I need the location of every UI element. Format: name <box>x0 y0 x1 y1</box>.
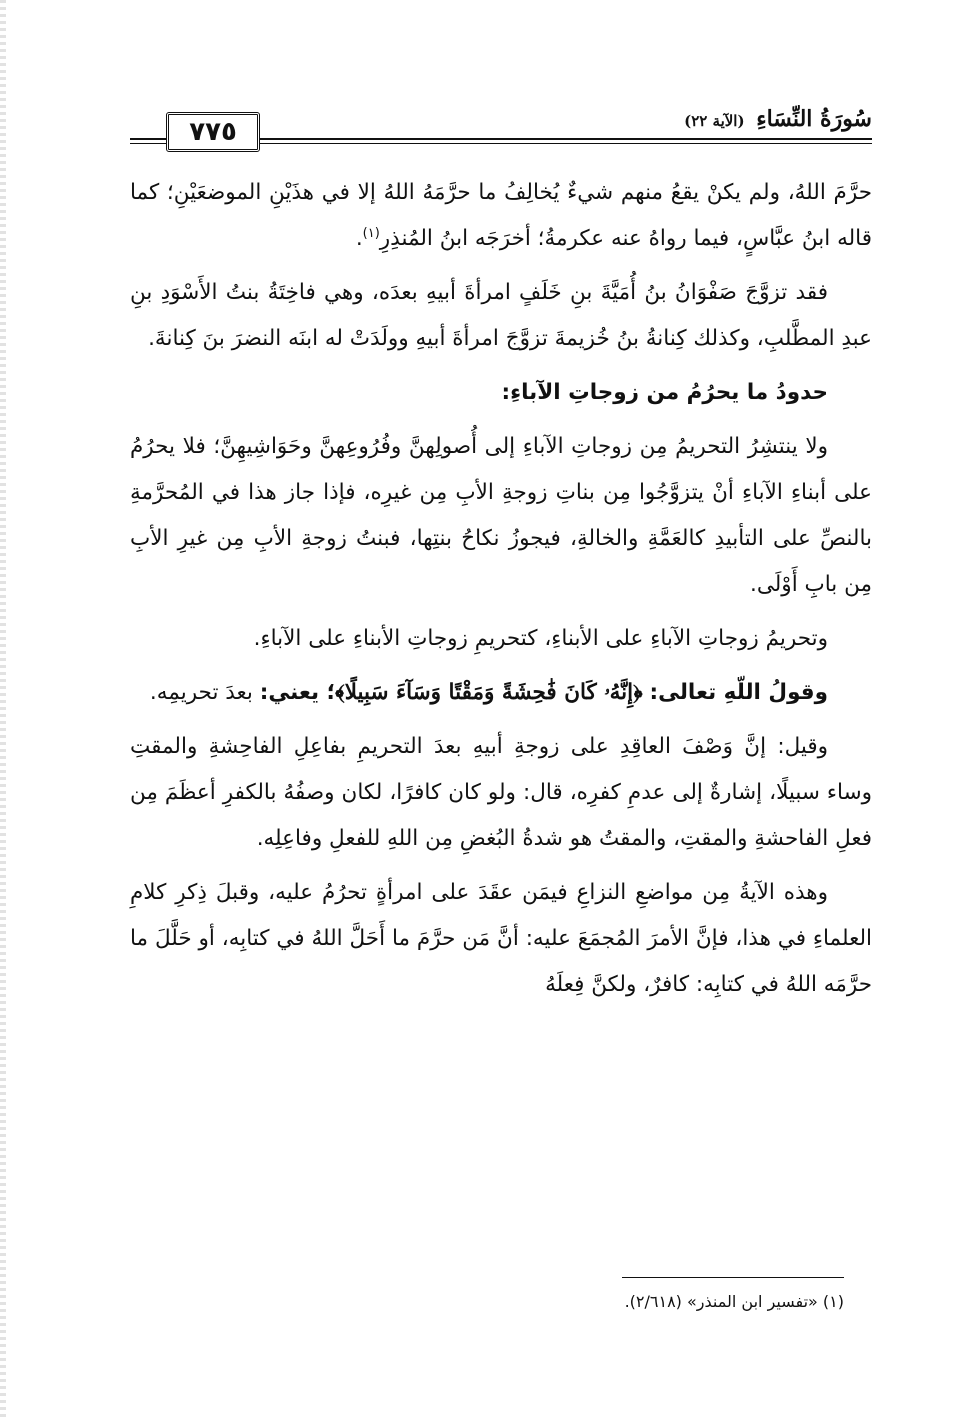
page-header <box>130 104 872 150</box>
verse-lead: وقولُ اللّهِ تعالى: <box>649 680 828 705</box>
section-heading: حدودُ ما يحرُمُ من زوجاتِ الآباءِ: <box>501 380 828 405</box>
page-number-box <box>166 112 260 152</box>
paragraph-2: فقد تزوَّجَ صَفْوَانُ بنُ أُمَيَّةَ بنِ خَلَفٍ امرأةَ أبيهِ بعدَه، وهي فاخِتَةُ بنتُ الأَسْوَدِ بنِ عبدِ المطَّلبِ، وكذلك كِنانةُ بنُ خُزيمةَ تزوَّجَ امرأةَ أبيهِ وولَدَتْ له ابنَه النضرَ بنَ كِنانةَ. <box>130 280 872 351</box>
paragraph-6: وقيل: إنَّ وَصْفَ العاقِدِ على زوجةِ أبيهِ بعدَ التحريمِ بفاعِلِ الفاحِشةِ والمقتِ وساء سبيلًا، إشارةٌ إلى عدمِ كفرِه، قال: ولو كان كافرًا، لكان وصفُهُ بالكفرِ أعظَمَ مِن فعلِ الفاحشةِ والمقتِ، والمقتُ هو شدةُ البُغضِ مِن اللهِ للفعلِ وفاعِلِه. <box>130 734 872 851</box>
footnote-marker: (١) <box>362 225 380 241</box>
surah-title: سُورَةُ النِّسَاءِ <box>756 106 872 132</box>
footnote-separator <box>622 1277 844 1278</box>
paragraph-7: وهذه الآيةُ مِن مواضعِ النزاعِ فيمَن عقَدَ على امرأةٍ تحرُمُ عليه، وقبلَ ذِكرِ كلامِ العلماءِ في هذا، فإنَّ الأمرَ المُجمَعَ عليه: أنَّ مَن حرَّمَ ما أَحَلَّ اللهُ في كتابِه، أو حَلَّلَ ما حرَّمَه اللهُ في كتابِه: كافرٌ، ولكنَّ فِعلَهُ <box>130 880 872 997</box>
running-title <box>684 106 872 132</box>
paragraph-1-end: . <box>355 226 363 251</box>
main-text <box>130 170 872 1016</box>
paragraph-5-rest: بعدَ تحريمِه. <box>149 680 253 705</box>
verse-reference: (الآية ٢٢) <box>684 112 745 130</box>
paragraph-1 <box>130 170 872 262</box>
quran-verse: ﴿إِنَّهُۥ كَانَ فَٰحِشَةً وَمَقْتًا وَسَآءَ سَبِيلًا﴾ <box>335 680 643 705</box>
paragraph-4: وتحريمُ زوجاتِ الآباءِ على الأبناءِ، كتحريمِ زوجاتِ الأبناءِ على الآباءِ. <box>253 626 828 651</box>
paragraph-5 <box>130 670 872 716</box>
footnote: (١) «تفسير ابن المنذر» (٢/٦١٨). <box>624 1292 844 1311</box>
paragraph-3: ولا ينتشِرُ التحريمُ مِن زوجاتِ الآباءِ إلى أُصولِهنَّ وفُرُوعِهنَّ وحَوَاشِيهِنَّ؛ فلا يحرُمُ على أبناءِ الآباءِ أنْ يتزوَّجُوا مِن بناتِ زوجةِ الأبِ مِن غيرِه، فإذا جاز هذا في المُحرَّمةِ بالنصِّ على التأبيدِ كالعَمَّةِ والخالةِ، فيجوزُ نكاحُ بنتِها، فبنتُ زوجةِ الأبِ مِن غيرِ الأبِ مِن بابِ أَوْلَى. <box>130 434 872 597</box>
page-number: ٧٧٥ <box>189 117 237 147</box>
scan-edge-artifact <box>0 0 6 1417</box>
yani-label: ؛ يعني: <box>259 680 336 705</box>
paragraph-1-text: حرَّمَ اللهُ، ولم يكنْ يقعُ منهم شيءٌ يُخالِفُ ما حرَّمَهُ اللهُ إلا في هذَيْنِ الموضعَيْنِ؛ كما قاله ابنُ عبَّاسٍ، فيما رواهُ عنه عكرمةُ؛ أخرَجَه ابنُ المُنذِرِ <box>130 180 872 251</box>
